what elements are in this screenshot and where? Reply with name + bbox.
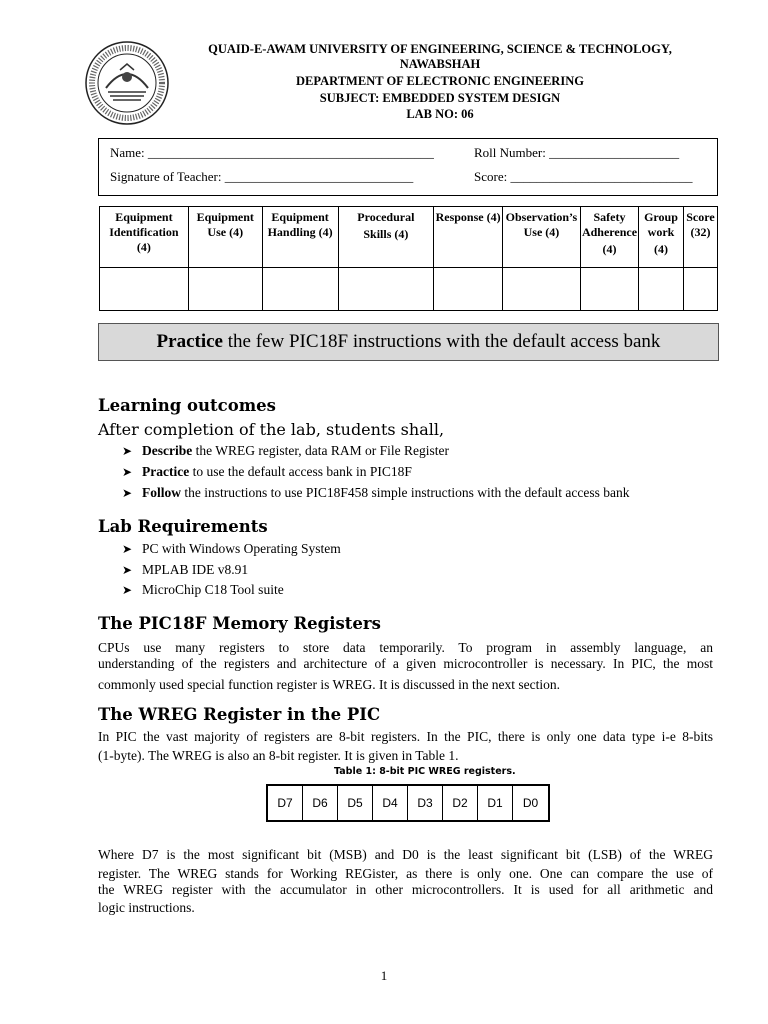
arrow-bullet-icon: ➤ [122,444,133,458]
bit-cell: D0 [522,796,539,810]
paragraph-line: logic instructions. [98,900,195,915]
lab-title-box [98,323,719,361]
rubric-header-row [100,207,718,268]
paragraph-line: (1-byte). The WREG is also an 8-bit register. It is given in Table 1. [98,748,459,763]
arrow-bullet-icon: ➤ [122,486,133,500]
rubric-header-cell: Equipment Use (4) [188,207,262,268]
university-name: QUAID-E-AWAM UNIVERSITY OF ENGINEERING, SCIENCE & TECHNOLOGY, [208,42,672,56]
bit-cell: D3 [408,786,443,820]
bit-cell: D2 [443,786,478,820]
rubric-header-cell: Equipment Handling (4) [262,207,338,268]
bit-cell: D7 [268,786,303,820]
rubric-empty-cell [580,268,638,311]
paragraph-line: In PIC the vast majority of registers are 8-bit registers. In the PIC, there is only one data type i-e 8-bits [98,729,713,744]
wreg-bit-table [266,784,550,822]
list-item: ➤ Practice to use the default access bank in PIC18F [122,462,412,483]
rubric-empty-cell [434,268,503,311]
rubric-empty-cell [262,268,338,311]
rubric-empty-cell [100,268,189,311]
rubric-header-cell: Group work (4) [639,207,684,268]
bit-cell: D6 [303,786,338,820]
list-item: ➤ PC with Windows Operating System [122,539,341,560]
teacher-signature-field: Signature of Teacher: _____________________________ [110,169,414,184]
rubric-header-cell: Procedural Skills (4) [338,207,434,268]
rubric-table [99,206,718,311]
roll-number-field: Roll Number: ____________________ [474,145,680,160]
paragraph-line: CPUs use many registers to store data temporarily. To program in assembly language, an [98,640,713,655]
paragraph-line: understanding of the registers and architecture of a given microcontroller is necessary. In PIC, the most [98,656,713,671]
memory-registers-heading: The PIC18F Memory Registers [98,614,381,633]
table-caption: Table 1: 8-bit PIC WREG registers. [334,766,516,777]
rubric-header-cell: Observation’s Use (4) [502,207,580,268]
rubric-empty-cell [338,268,434,311]
score-field: Score: ____________________________ [474,169,693,184]
bit-cell: D5 [338,786,373,820]
university-city: NAWABSHAH [399,57,481,71]
learning-outcomes-intro: After completion of the lab, students shall, [98,420,445,439]
list-item: ➤ Follow the instructions to use PIC18F458 simple instructions with the default access bank [122,483,629,504]
lab-title-bold: Practice [156,331,223,352]
list-item: ➤ MPLAB IDE v8.91 [122,560,248,581]
lab-number: LAB NO: 06 [406,107,474,121]
rubric-empty-cell [502,268,580,311]
arrow-bullet-icon: ➤ [122,583,133,597]
rubric-marks-row [100,268,718,311]
rubric-empty-cell [639,268,684,311]
page-number: 1 [380,968,388,983]
learning-outcomes-heading: Learning outcomes [98,396,276,415]
rubric-header-cell: Safety Adherence (4) [580,207,638,268]
rubric-header-cell: Score (32) [683,207,717,268]
paragraph-line: register. The WREG stands for Working REGister, as there is only one. One can compare the use of [98,866,713,881]
name-field: Name: ____________________________________________ [110,145,434,160]
subject-name: SUBJECT: EMBEDDED SYSTEM DESIGN [319,91,561,105]
university-seal-icon [84,40,170,126]
rubric-empty-cell [188,268,262,311]
bit-cell: D1 [478,786,513,820]
rubric-empty-cell [683,268,717,311]
paragraph-line: Where D7 is the most significant bit (MSB) and D0 is the least significant bit (LSB) of the WREG [98,847,713,862]
rubric-header-cell: Response (4) [434,207,503,268]
arrow-bullet-icon: ➤ [122,465,133,479]
bit-cell: D4 [373,786,408,820]
lab-title-text: the few PIC18F instructions with the default access bank [223,331,661,352]
department-name: DEPARTMENT OF ELECTRONIC ENGINEERING [296,74,584,88]
list-item: ➤ Describe the WREG register, data RAM or File Register [122,441,449,462]
arrow-bullet-icon: ➤ [122,542,133,556]
paragraph-line: the WREG register with the accumulator in other microcontrollers. It is used for all arithmetic and [98,882,713,897]
rubric-header-cell: Equipment Identification (4) [100,207,189,268]
arrow-bullet-icon: ➤ [122,563,133,577]
lab-requirements-heading: Lab Requirements [98,517,268,536]
paragraph-line: commonly used special function register is WREG. It is discussed in the next section. [98,677,561,692]
list-item: ➤ MicroChip C18 Tool suite [122,580,284,601]
wreg-heading: The WREG Register in the PIC [98,705,381,724]
